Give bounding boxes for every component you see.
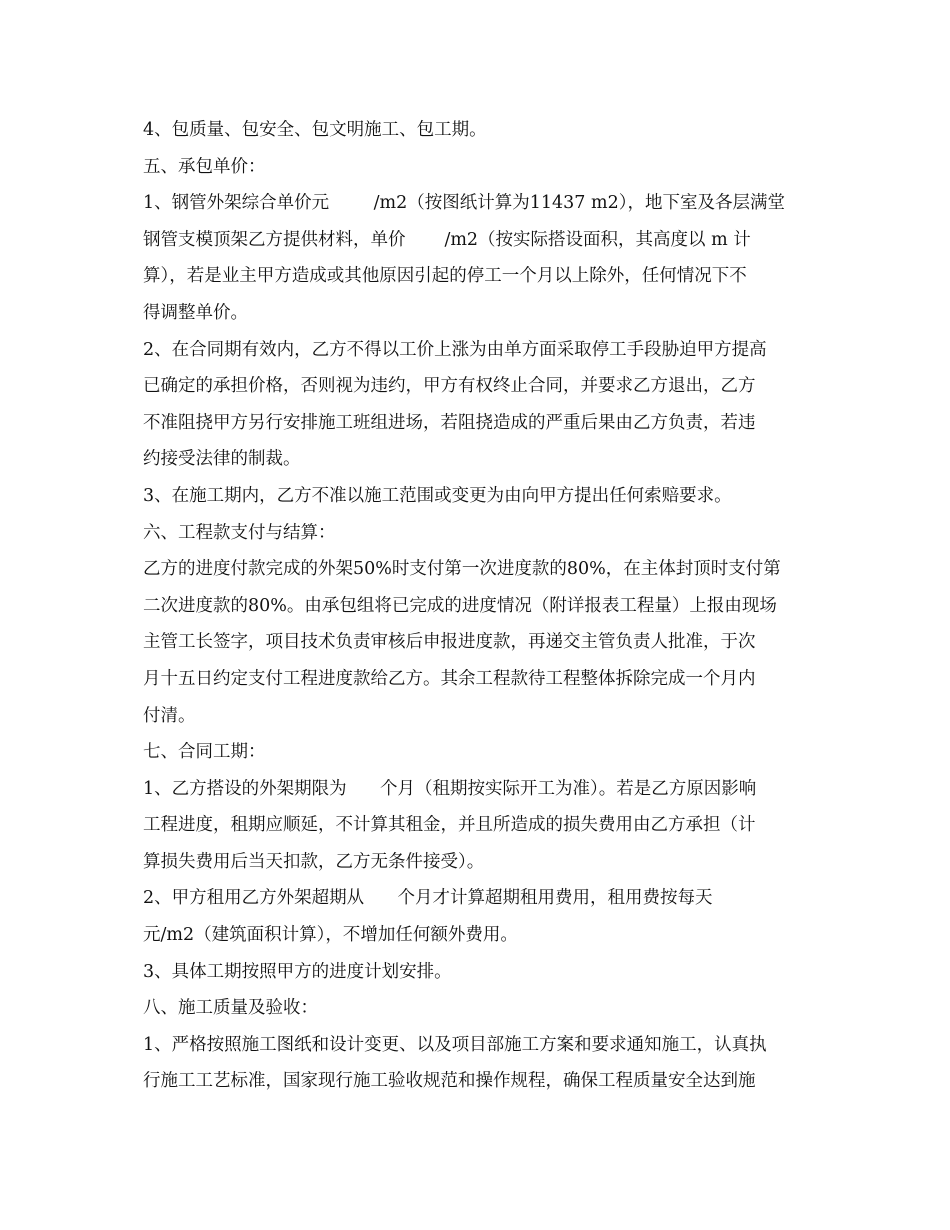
section-heading: 七、合同工期：: [143, 742, 266, 763]
text-line: 二次进度款的80%。由承包组将已完成的进度情况（附详报表工程量）上报由现场: [143, 595, 777, 616]
text-line: 算），若是业主甲方造成或其他原因引起的停工一个月以上除外，任何情况下不: [143, 266, 747, 287]
text-line: 3、在施工期内，乙方不准以施工范围或变更为由向甲方提出任何索赔要求。: [143, 485, 732, 506]
text-line: 月十五日约定支付工程进度款给乙方。其余工程款待工程整体拆除完成一个月内: [143, 668, 756, 689]
text-line: 不准阻挠甲方另行安排施工班组进场，若阻挠造成的严重后果由乙方负责，若违: [143, 412, 756, 433]
text-line: 算损失费用后当天扣款，乙方无条件接受）。: [143, 851, 485, 872]
section-heading: 八、施工质量及验收：: [143, 998, 318, 1019]
text-line: 1、乙方搭设的外架期限为 个月（租期按实际开工为准）。若是乙方原因影响: [143, 778, 757, 799]
text-line: 1、严格按照施工图纸和设计变更、以及项目部施工方案和要求通知施工，认真执: [143, 1034, 767, 1055]
text-line: 2、在合同期有效内，乙方不得以工价上涨为由单方面采取停工手段胁迫甲方提高: [143, 339, 767, 360]
text-line: 1、钢管外架综合单价元 /m2（按图纸计算为11437 m2），地下室及各层满堂: [143, 193, 785, 214]
text-line: 2、甲方租用乙方外架超期从 个月才计算超期租用费用，租用费按每天: [143, 888, 713, 909]
text-line: 付清。: [143, 705, 196, 726]
text-line: 3、具体工期按照甲方的进度计划安排。: [143, 961, 452, 982]
text-line: 乙方的进度付款完成的外架50%时支付第一次进度款的80%，在主体封顶时支付第: [143, 559, 781, 580]
text-line: 4、包质量、包安全、包文明施工、包工期。: [143, 120, 487, 140]
text-line: 约接受法律的制裁。: [143, 449, 301, 470]
text-line: 得调整单价。: [143, 302, 248, 323]
text-line: 元/m2（建筑面积计算），不增加任何额外费用。: [143, 925, 518, 946]
text-line: 行施工工艺标准，国家现行施工验收规范和操作规程，确保工程质量安全达到施: [143, 1071, 756, 1092]
section-heading: 六、工程款支付与结算：: [143, 522, 336, 543]
document-body: [143, 112, 813, 1100]
text-line: 已确定的承担价格，否则视为违约，甲方有权终止合同，并要求乙方退出，乙方: [143, 376, 756, 397]
text-line: 主管工长签字，项目技术负责审核后申报进度款，再递交主管负责人批准，于次: [143, 632, 756, 653]
section-heading: 五、承包单价：: [143, 156, 266, 177]
text-line: 工程进度，租期应顺延，不计算其租金，并且所造成的损失费用由乙方承担（计: [143, 815, 756, 836]
text-line: 钢管支模顶架乙方提供材料，单价 /m2（按实际搭设面积，其高度以 m 计: [143, 229, 751, 250]
